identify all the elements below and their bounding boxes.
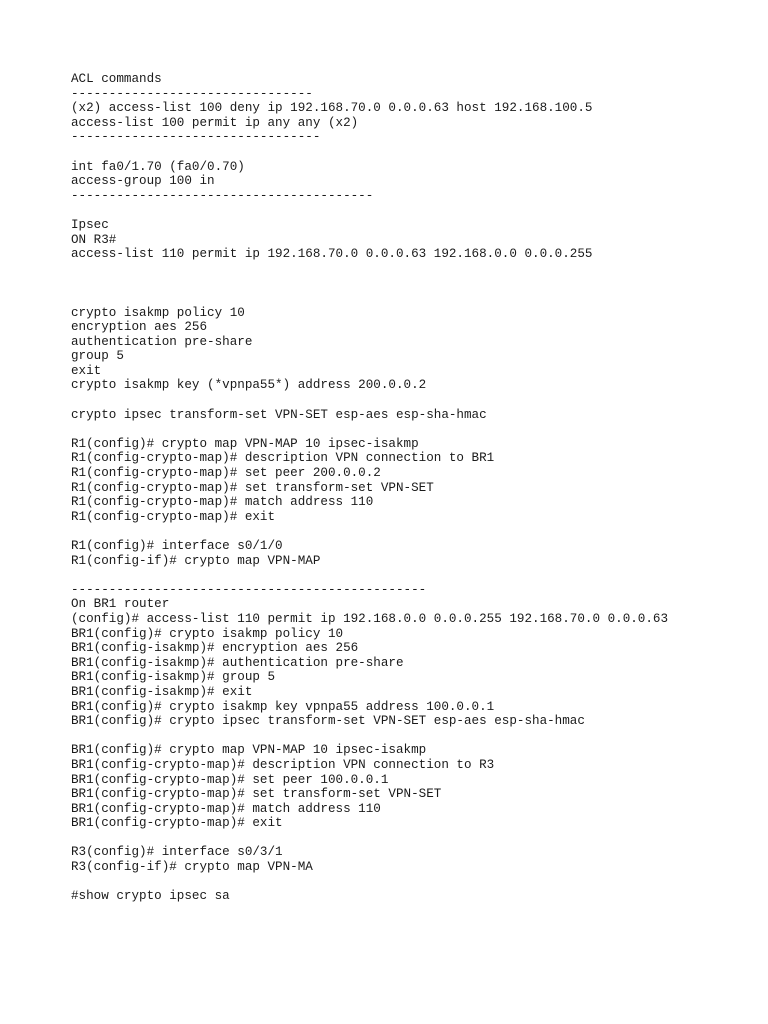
- document-line: ACL commands: [71, 72, 162, 86]
- document-line: [71, 568, 751, 583]
- document-line: R1(config-crypto-map)# description VPN connection to BR1: [71, 451, 495, 466]
- document-line: R1(config-crypto-map)# set peer 200.0.0.2: [71, 466, 381, 481]
- document-line: BR1(config-isakmp)# authentication pre-share: [71, 655, 404, 670]
- document-line: BR1(config)# crypto ipsec transform-set VPN-SET esp-aes esp-sha-hmac: [71, 714, 585, 729]
- document-line: R1(config-crypto-map)# match address 110: [71, 495, 374, 510]
- document-line: BR1(config)# crypto isakmp policy 10: [71, 626, 344, 641]
- document-line: access-group 100 in: [71, 174, 215, 189]
- document-line: [71, 291, 751, 306]
- document-line: [71, 729, 751, 744]
- document-line: [71, 262, 751, 277]
- document-line: access-list 100 permit ip any any (x2): [71, 115, 359, 130]
- document-line: BR1(config-crypto-map)# set peer 100.0.0.1: [71, 772, 389, 787]
- document-line: [71, 831, 751, 846]
- document-line: #show crypto ipsec sa: [71, 889, 230, 904]
- document-line: access-list 110 permit ip 192.168.70.0 0.0.0.63 192.168.0.0 0.0.0.255: [71, 247, 593, 262]
- document-line: crypto isakmp policy 10: [71, 305, 245, 320]
- document-line: crypto isakmp key (*vpnpa55*) address 200.0.0.2: [71, 378, 427, 393]
- document-line: [71, 145, 751, 160]
- document-line: BR1(config-crypto-map)# match address 110: [71, 801, 381, 816]
- document-line: BR1(config-isakmp)# encryption aes 256: [71, 641, 359, 656]
- document-line: BR1(config-crypto-map)# exit: [71, 816, 283, 831]
- document-line: authentication pre-share: [71, 334, 253, 349]
- document-line: [71, 524, 751, 539]
- document-line: BR1(config)# crypto map VPN-MAP 10 ipsec-isakmp: [71, 743, 427, 758]
- document-line: (config)# access-list 110 permit ip 192.168.0.0 0.0.0.255 192.168.70.0 0.0.0.63: [71, 611, 669, 626]
- document-line: R3(config)# interface s0/3/1: [71, 845, 283, 860]
- document-line: BR1(config-isakmp)# exit: [71, 684, 253, 699]
- document-text: [71, 72, 751, 904]
- document-line: [71, 276, 751, 291]
- document-line: On BR1 router: [71, 597, 170, 612]
- document-line: exit: [71, 363, 102, 378]
- document-line: ----------------------------------------: [71, 188, 374, 203]
- document-line: Ipsec: [71, 217, 109, 232]
- document-line: R1(config-if)# crypto map VPN-MAP: [71, 553, 321, 568]
- document-line: crypto ipsec transform-set VPN-SET esp-aes esp-sha-hmac: [71, 407, 487, 422]
- document-line: int fa0/1.70 (fa0/0.70): [71, 159, 245, 174]
- document-line: [71, 203, 751, 218]
- document-line: ON R3#: [71, 232, 117, 247]
- document-line: -----------------------------------------------: [71, 582, 427, 597]
- document-line: group 5: [71, 349, 124, 364]
- document-line: BR1(config-crypto-map)# set transform-set VPN-SET: [71, 787, 442, 802]
- document-line: [71, 393, 751, 408]
- document-line: BR1(config-isakmp)# group 5: [71, 670, 276, 685]
- document-line: R1(config-crypto-map)# exit: [71, 509, 276, 524]
- document-line: encryption aes 256: [71, 320, 208, 335]
- document-line: R1(config)# crypto map VPN-MAP 10 ipsec-isakmp: [71, 436, 419, 451]
- document-line: BR1(config-crypto-map)# description VPN connection to R3: [71, 757, 495, 772]
- document-line: R3(config-if)# crypto map VPN-MA: [71, 860, 313, 875]
- document-line: [71, 875, 751, 890]
- document-line: R1(config)# interface s0/1/0: [71, 539, 283, 553]
- document-line: ---------------------------------: [71, 130, 321, 145]
- document-line: --------------------------------: [71, 86, 313, 101]
- document-line: BR1(config)# crypto isakmp key vpnpa55 address 100.0.0.1: [71, 699, 495, 714]
- document-line: [71, 422, 751, 437]
- document-line: (x2) access-list 100 deny ip 192.168.70.0 0.0.0.63 host 192.168.100.5: [71, 101, 593, 116]
- document-line: R1(config-crypto-map)# set transform-set VPN-SET: [71, 480, 434, 495]
